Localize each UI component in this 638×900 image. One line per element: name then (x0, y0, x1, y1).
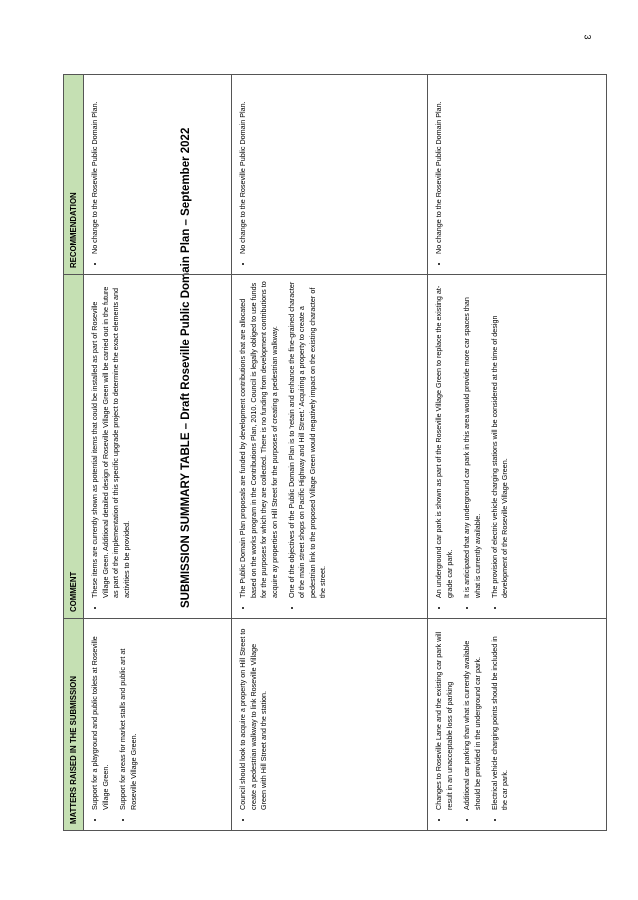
comment-cell (84, 275, 232, 619)
list-item: • Support for areas for market stalls and public art at Roseville Village Green. (117, 625, 139, 810)
matters-cell (232, 619, 428, 831)
header-recommendation: RECOMMENDATION (64, 75, 84, 275)
list-item: • Electrical vehicle charging points should be included in the car park. (489, 625, 511, 810)
page-number: 3 (582, 34, 593, 40)
header-matters: MATTERS RAISED IN THE SUBMISSION (64, 619, 84, 831)
list-item: • No change to the Roseville Public Domain Plan. (237, 81, 248, 254)
list-item: • No change to the Roseville Public Domain Plan. (89, 81, 100, 254)
list-item: • The provision of electric vehicle charging stations will be considered at the time of design development of the Roseville Village Green. (489, 281, 511, 598)
comment-cell (428, 275, 607, 619)
table-row (232, 75, 428, 831)
page-title: SUBMISSION SUMMARY TABLE – Draft Roseville Public Domain Plan – September 2022 (180, 127, 192, 608)
table-header-row (64, 75, 84, 831)
list-item: • The Public Domain Plan proposals are funded by development contributions that are allocated based on the works program in the Contributions Plan, 2010. Council is legally obliged to use funds for the purposes for which they are collected. There is no funding from development contributions to acquire ay properties on Hill Street for the purposes of creating a pedestrian walkway. (237, 281, 280, 598)
list-item: • These items are currently shown as potential items that could be installed as part of Roseville Village Green. Additional detailed design of Roseville Village Green will be carried out in the future as part of the implementation of this specific upgrade project to determine the exact elements and activities to be provided. (89, 281, 132, 598)
table-row (428, 75, 607, 831)
matters-cell (428, 619, 607, 831)
list-item: • An underground car park is shown as part of the Roseville Village Green to replace the existing at-grade car park. (433, 281, 455, 598)
list-item: • It is anticipated that any underground car park in this area would provide more car spaces than what is currently available. (461, 281, 483, 598)
list-item: • Council should look to acquire a property on Hill Street to create a pedestrian walkway to link Roseville Village Green with Hill Street and the station. (237, 625, 269, 810)
matters-cell (84, 619, 232, 831)
list-item: • Support for a playground and public toilets at Roseville Village Green. (89, 625, 111, 810)
table-row (84, 75, 232, 831)
list-item: • Changes to Roseville Lane and the existing car park will result in an unacceptable loss of parking (433, 625, 455, 810)
list-item: • No change to the Roseville Public Domain Plan. (433, 81, 444, 254)
list-item: • Additional car parking than what is currently available should be provided in the underground car park. (461, 625, 483, 810)
recommendation-cell (232, 75, 428, 275)
header-comment: COMMENT (64, 275, 84, 619)
comment-cell (232, 275, 428, 619)
list-item: • One of the objectives of the Public Domain Plan is to 'retain and enhance the fine-grained character of the main street shops on Pacific Highway and Hill Street.' Acquiring a property to create a pedestrian link to the proposed Village Green would negatively impact on the existing character of the street. (286, 281, 329, 598)
recommendation-cell (428, 75, 607, 275)
recommendation-cell (84, 75, 232, 275)
summary-table-container (63, 75, 607, 831)
submission-summary-table (63, 74, 607, 831)
